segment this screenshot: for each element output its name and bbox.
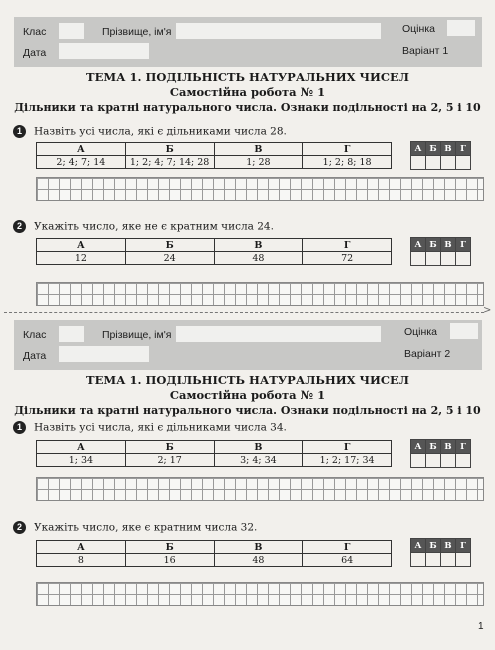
variant-label: Варіант 1 bbox=[402, 45, 449, 57]
option-header-a: А bbox=[37, 541, 126, 554]
option-header-v: В bbox=[214, 441, 303, 454]
work-grid[interactable] bbox=[36, 282, 484, 306]
options-table bbox=[36, 238, 392, 265]
option-b: 24 bbox=[125, 252, 214, 265]
options-table bbox=[36, 142, 392, 169]
grade-label: Оцінка bbox=[402, 23, 435, 35]
page-number: 1 bbox=[478, 621, 484, 632]
answer-table bbox=[410, 237, 471, 266]
option-header-a: А bbox=[37, 441, 126, 454]
option-header-b: Б bbox=[125, 441, 214, 454]
subtitle: Дільники та кратні натурального числа. Ознаки подільності на 2, 5 і 10 bbox=[14, 101, 481, 114]
work-title: Самостійна робота № 1 bbox=[169, 388, 326, 402]
answer-table bbox=[410, 538, 471, 567]
answer-cell-v[interactable] bbox=[441, 156, 456, 170]
answer-cell-b[interactable] bbox=[426, 454, 441, 468]
class-label: Клас bbox=[23, 329, 47, 341]
cut-line bbox=[4, 312, 484, 313]
answer-header-v: В bbox=[441, 440, 456, 454]
work-title: Самостійна робота № 1 bbox=[169, 85, 326, 99]
grade-label: Оцінка bbox=[404, 326, 437, 338]
answer-cell-v[interactable] bbox=[441, 454, 456, 468]
option-v: 48 bbox=[214, 554, 303, 567]
task-text: Назвіть усі числа, які є дільниками числа 28. bbox=[34, 125, 287, 138]
date-field[interactable] bbox=[59, 43, 149, 59]
task-number: 2 bbox=[13, 521, 26, 534]
grade-field[interactable] bbox=[450, 323, 478, 339]
date-label: Дата bbox=[23, 350, 47, 362]
name-field[interactable] bbox=[176, 326, 381, 342]
option-header-a: А bbox=[37, 239, 126, 252]
answer-header-b: Б bbox=[426, 142, 441, 156]
task-1 bbox=[13, 421, 287, 434]
answer-header-g: Г bbox=[456, 539, 471, 553]
option-b: 2; 17 bbox=[125, 454, 214, 467]
topic-title: ТЕМА 1. ПОДІЛЬНІСТЬ НАТУРАЛЬНИХ ЧИСЕЛ bbox=[86, 373, 409, 387]
option-header-b: Б bbox=[125, 239, 214, 252]
task-text: Укажіть число, яке є кратним числа 32. bbox=[34, 521, 258, 534]
answer-cell-v[interactable] bbox=[441, 553, 456, 567]
answer-header-g: Г bbox=[456, 238, 471, 252]
option-header-v: В bbox=[214, 541, 303, 554]
answer-header-a: А bbox=[411, 440, 426, 454]
work-grid[interactable] bbox=[36, 582, 484, 606]
class-label: Клас bbox=[23, 26, 47, 38]
option-g: 1; 2; 8; 18 bbox=[303, 156, 392, 169]
options-table bbox=[36, 540, 392, 567]
option-v: 3; 4; 34 bbox=[214, 454, 303, 467]
answer-header-v: В bbox=[441, 142, 456, 156]
task-number: 2 bbox=[13, 220, 26, 233]
work-grid[interactable] bbox=[36, 477, 484, 501]
option-b: 1; 2; 4; 7; 14; 28 bbox=[125, 156, 214, 169]
answer-header-g: Г bbox=[456, 440, 471, 454]
option-g: 1; 2; 17; 34 bbox=[303, 454, 392, 467]
name-label: Прізвище, ім'я bbox=[102, 26, 172, 38]
answer-cell-v[interactable] bbox=[441, 252, 456, 266]
date-label: Дата bbox=[23, 47, 47, 59]
option-header-v: В bbox=[214, 239, 303, 252]
task-number: 1 bbox=[13, 421, 26, 434]
answer-header-a: А bbox=[411, 238, 426, 252]
option-a: 12 bbox=[37, 252, 126, 265]
answer-header-b: Б bbox=[426, 539, 441, 553]
answer-header-v: В bbox=[441, 539, 456, 553]
option-header-g: Г bbox=[303, 239, 392, 252]
option-v: 48 bbox=[214, 252, 303, 265]
answer-cell-g[interactable] bbox=[456, 454, 471, 468]
option-b: 16 bbox=[125, 554, 214, 567]
option-header-v: В bbox=[214, 143, 303, 156]
answer-header-a: А bbox=[411, 142, 426, 156]
task-number: 1 bbox=[13, 125, 26, 138]
answer-header-v: В bbox=[441, 238, 456, 252]
subtitle: Дільники та кратні натурального числа. Ознаки подільності на 2, 5 і 10 bbox=[14, 404, 481, 417]
name-label: Прізвище, ім'я bbox=[102, 329, 172, 341]
option-a: 8 bbox=[37, 554, 126, 567]
option-a: 2; 4; 7; 14 bbox=[37, 156, 126, 169]
task-2 bbox=[13, 220, 274, 233]
answer-cell-b[interactable] bbox=[426, 252, 441, 266]
answer-cell-a[interactable] bbox=[411, 156, 426, 170]
answer-cell-b[interactable] bbox=[426, 156, 441, 170]
date-field[interactable] bbox=[59, 346, 149, 362]
option-header-b: Б bbox=[125, 143, 214, 156]
class-field[interactable] bbox=[59, 23, 84, 39]
answer-header-b: Б bbox=[426, 238, 441, 252]
option-g: 72 bbox=[303, 252, 392, 265]
option-header-g: Г bbox=[303, 441, 392, 454]
answer-table bbox=[410, 141, 471, 170]
answer-cell-g[interactable] bbox=[456, 553, 471, 567]
answer-cell-g[interactable] bbox=[456, 156, 471, 170]
option-header-g: Г bbox=[303, 143, 392, 156]
answer-cell-a[interactable] bbox=[411, 454, 426, 468]
scissors-icon: > bbox=[483, 305, 492, 316]
answer-cell-a[interactable] bbox=[411, 252, 426, 266]
option-header-b: Б bbox=[125, 541, 214, 554]
answer-header-a: А bbox=[411, 539, 426, 553]
answer-header-g: Г bbox=[456, 142, 471, 156]
topic-title: ТЕМА 1. ПОДІЛЬНІСТЬ НАТУРАЛЬНИХ ЧИСЕЛ bbox=[86, 70, 409, 84]
task-2 bbox=[13, 521, 257, 534]
header-variant-2 bbox=[14, 320, 482, 370]
answer-cell-a[interactable] bbox=[411, 553, 426, 567]
option-a: 1; 34 bbox=[37, 454, 126, 467]
answer-cell-b[interactable] bbox=[426, 553, 441, 567]
option-header-g: Г bbox=[303, 541, 392, 554]
answer-cell-g[interactable] bbox=[456, 252, 471, 266]
header-variant-1 bbox=[14, 17, 482, 67]
variant-label: Варіант 2 bbox=[404, 348, 451, 360]
answer-header-b: Б bbox=[426, 440, 441, 454]
name-field[interactable] bbox=[176, 23, 381, 39]
options-table bbox=[36, 440, 392, 467]
work-grid[interactable] bbox=[36, 177, 484, 201]
task-1 bbox=[13, 125, 287, 138]
class-field[interactable] bbox=[59, 326, 84, 342]
answer-table bbox=[410, 439, 471, 468]
option-v: 1; 28 bbox=[214, 156, 303, 169]
task-text: Назвіть усі числа, які є дільниками числа 34. bbox=[34, 421, 287, 434]
option-header-a: А bbox=[37, 143, 126, 156]
task-text: Укажіть число, яке не є кратним числа 24. bbox=[34, 220, 274, 233]
option-g: 64 bbox=[303, 554, 392, 567]
grade-field[interactable] bbox=[447, 20, 475, 36]
